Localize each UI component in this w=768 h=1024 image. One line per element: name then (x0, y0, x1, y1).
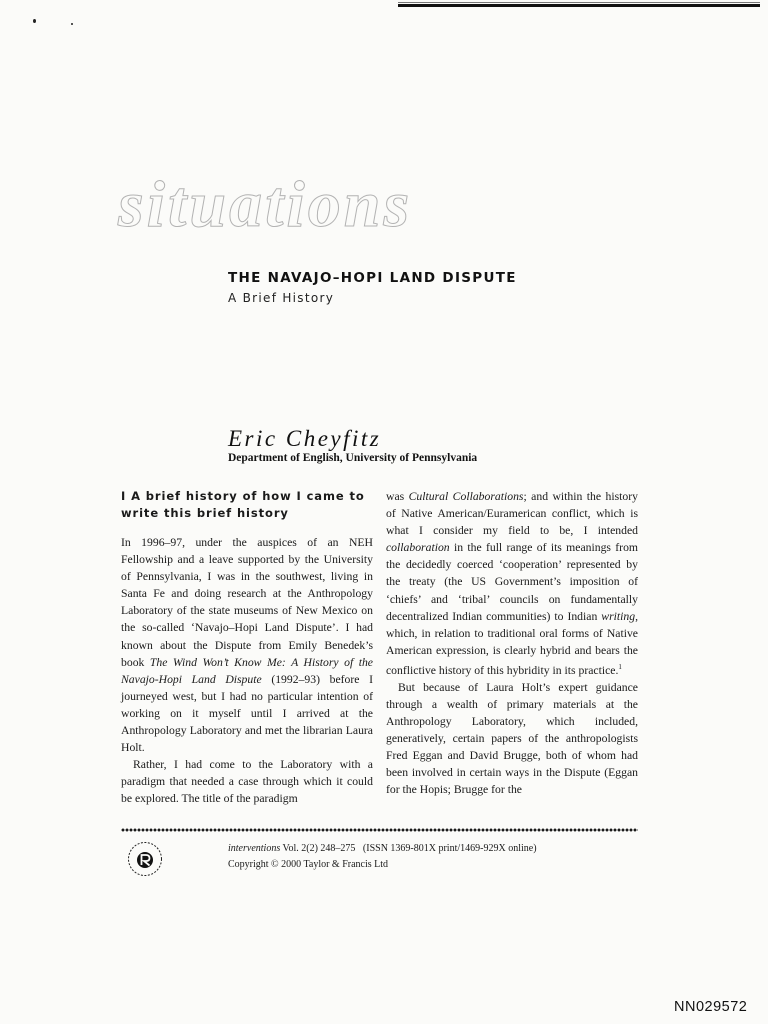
italic-text: The Wind Won’t Know Me: A History of the Navajo-Hopi Land Dispute (121, 655, 373, 686)
left-column (121, 488, 373, 808)
paragraph: But because of Laura Holt’s expert guidance through a wealth of primary materials at the Anthropology Laboratory, which included, generatively, certain papers of the anthropologists Fred Eggan and David Brugge, both of whom had been involved in certain ways in the Dispute (Eggan for the Hopis; Brugge for the (386, 680, 638, 797)
article-subtitle: A Brief History (228, 291, 335, 305)
journal-name: interventions (228, 843, 281, 854)
journal-volume: Vol. 2(2) 248–275 (282, 843, 356, 854)
paragraph (386, 488, 638, 679)
text-run: was (386, 490, 409, 503)
text-run: , which, in relation to traditional oral forms of Native American expression, is clearly hybrid and bears the conflictive history of this hybridity in its practice. (386, 609, 638, 677)
text-run: in the full range of its meanings from the decidedly coerced ‘cooperation’ represented by the treaty (the US Government’s imposition of ‘chiefs’ and ‘tribal’ councils on fundamentally decentralized Indian communities) to Indian (386, 541, 638, 623)
document-id: NN029572 (674, 999, 748, 1015)
author-name: Eric Cheyfitz (228, 426, 382, 451)
text-run: In 1996–97, under the auspices of an NEH Fellowship and a leave supported by the University of Pennsylvania, I was in the southwest, living in Santa Fe and doing research at the Anthropology Laboratory of the state museums of New Mexico on the so-called ‘Navajo–Hopi Land Dispute’. I had known about the Dispute from Emily Benedek’s book (121, 536, 373, 669)
article-title: THE NAVAJO–HOPI LAND DISPUTE (228, 270, 517, 286)
journal-issn: (ISSN 1369-801X print/1469-929X online) (362, 843, 537, 854)
paragraph (121, 534, 373, 756)
section-word: situations (118, 168, 413, 241)
journal-citation (228, 843, 537, 854)
text-run: (1992–93) before I journeyed west, but I had no particular intention of working on it myself until I arrived at the Anthropology Laboratory and met the librarian Laura Holt. (121, 672, 374, 755)
publisher-logo-icon (126, 840, 164, 878)
dotted-rule (121, 828, 638, 832)
right-column (386, 488, 638, 799)
top-rule (398, 4, 760, 7)
author-affiliation: Department of English, University of Pennsylvania (228, 452, 478, 464)
top-rule-thin (398, 2, 760, 3)
copyright-line: Copyright © 2000 Taylor & Francis Ltd (228, 859, 389, 870)
italic-text: writing (601, 609, 636, 623)
scan-speck (71, 23, 73, 25)
footnote-marker: 1 (618, 662, 622, 671)
section-heading: I A brief history of how I came to write this brief history (121, 489, 365, 520)
paragraph: Rather, I had come to the Laboratory with a paradigm that needed a case through which it could be explored. The title of the paradigm (121, 758, 373, 806)
italic-text: collaboration (386, 541, 450, 555)
text-run: ; and within the history of Native American/Euramerican conflict, which is what I consider my field to be, I intended (386, 490, 638, 538)
italic-text: Cultural Collaborations (408, 490, 524, 503)
scan-speck (33, 19, 36, 23)
